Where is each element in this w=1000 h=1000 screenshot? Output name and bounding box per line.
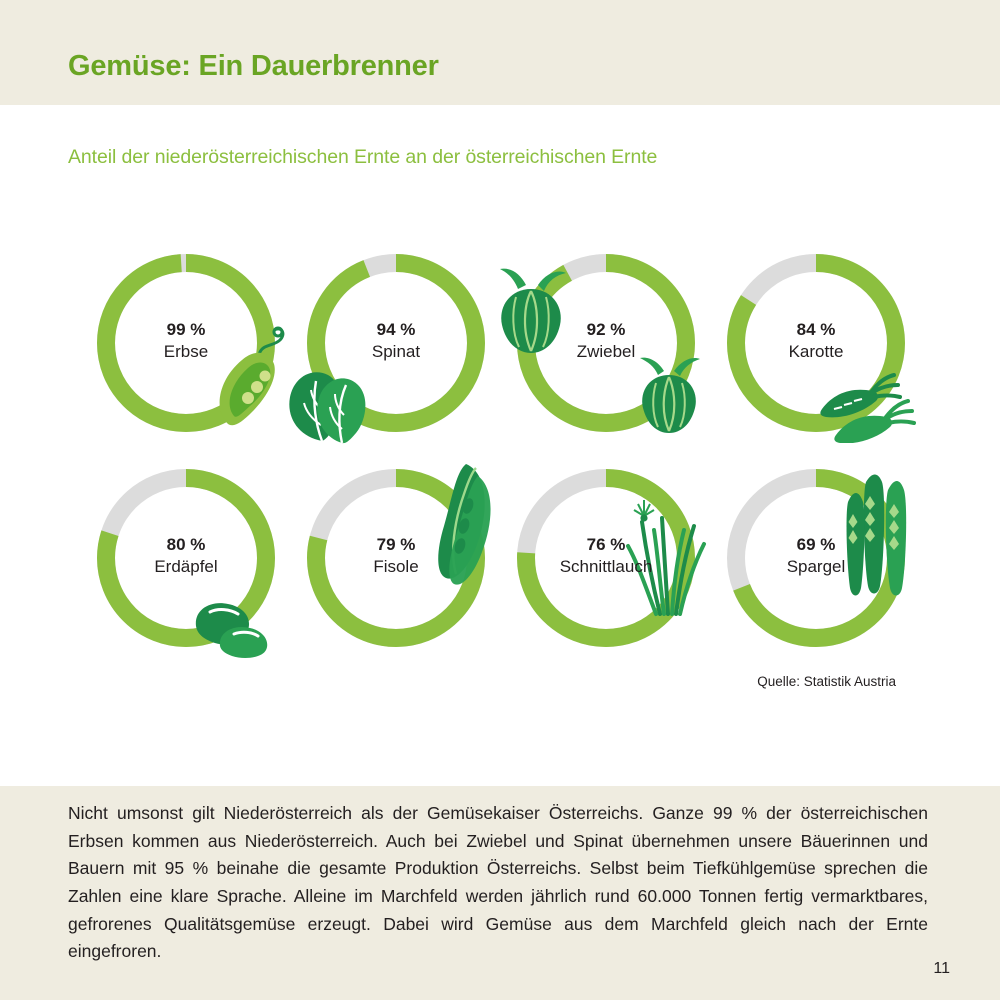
donut-ring-karotte	[718, 245, 914, 441]
donut-chart-grid	[80, 245, 920, 675]
donut-name-karotte: Karotte	[788, 341, 844, 361]
donut-ring-spinat	[298, 245, 494, 441]
donut-name-schnittlauch: Schnittlauch	[559, 556, 653, 576]
donut-karotte	[710, 245, 920, 460]
donut-value-spargel: 69 %	[796, 535, 836, 554]
donut-zwiebel	[500, 245, 710, 460]
donut-name-erbse: Erbse	[163, 341, 209, 361]
donut-ring-erbse	[88, 245, 284, 441]
donut-value-erdaepfel: 80 %	[166, 535, 206, 554]
donut-name-fisole: Fisole	[373, 556, 419, 576]
source-note: Quelle: Statistik Austria	[757, 674, 896, 689]
donut-value-erbse: 99 %	[166, 320, 206, 339]
donut-value-schnittlauch: 76 %	[586, 535, 626, 554]
donut-spinat	[290, 245, 500, 460]
chart-subtitle: Anteil der niederösterreichischen Ernte an der österreichischen Ernte	[68, 146, 658, 168]
donut-spargel	[710, 460, 920, 675]
donut-ring-spargel	[718, 460, 914, 656]
donut-fisole	[290, 460, 500, 675]
donut-erbse	[80, 245, 290, 460]
donut-value-karotte: 84 %	[796, 320, 836, 339]
donut-schnittlauch	[500, 460, 710, 675]
page-title: Gemüse: Ein Dauerbrenner	[68, 50, 439, 82]
donut-value-fisole: 79 %	[376, 535, 416, 554]
donut-ring-erdaepfel	[88, 460, 284, 656]
donut-name-spinat: Spinat	[371, 341, 421, 361]
donut-ring-fisole	[298, 460, 494, 656]
donut-name-erdaepfel: Erdäpfel	[154, 556, 218, 576]
donut-erdaepfel	[80, 460, 290, 675]
body-paragraph: Nicht umsonst gilt Niederösterreich als der Gemüsekaiser Österreichs. Ganze 99 % der österreichischen Erbsen kommen aus Niederösterreich. Auch bei Zwiebel und Spinat übernehmen unsere Bäuerinnen und Bauern mit 95 % beinahe die gesamte Produktion Österreichs. Selbst beim Tiefkühlgemüse sprechen die Zahlen eine klare Sprache. Alleine im Marchfeld werden jährlich rund 60.000 Tonnen fertig vermarktbares, gefrorenes Qualitätsgemüse erzeugt. Dabei wird Gemüse aus dem Marchfeld gleich nach der Ernte eingefroren.	[68, 803, 928, 962]
donut-name-zwiebel: Zwiebel	[576, 341, 636, 361]
donut-value-zwiebel: 92 %	[586, 320, 626, 339]
donut-value-spinat: 94 %	[376, 320, 416, 339]
donut-ring-zwiebel	[508, 245, 704, 441]
donut-ring-schnittlauch	[508, 460, 704, 656]
page-number: 11	[933, 960, 950, 977]
donut-name-spargel: Spargel	[786, 556, 846, 576]
